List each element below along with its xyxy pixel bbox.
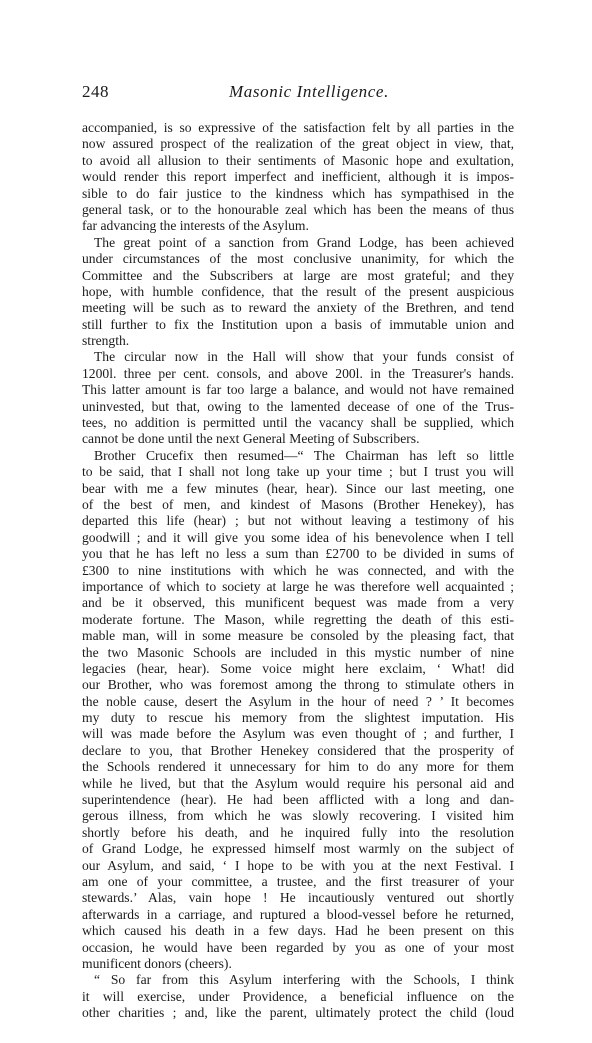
text-line: while he lived, but that the Asylum would require his personal aid and (82, 775, 514, 791)
text-line: The great point of a sanction from Grand Lodge, has been achieved (94, 234, 514, 250)
text-line: The circular now in the Hall will show that your funds consist of (94, 349, 514, 365)
text-line: goodwill ; and it will give you some idea of his benevolence when I tell (82, 529, 514, 545)
text-line: now assured prospect of the realization of the great object in view, that, (82, 136, 514, 152)
text-line: am one of your committee, a trustee, and the first treasurer of your (82, 873, 514, 889)
text-line: gerous illness, from which he was slowly recovering. I visited him (82, 808, 514, 824)
text-line: occasion, he would have been regarded by you as one of your most (82, 939, 514, 955)
text-line: This latter amount is far too large a balance, and would not have remained (82, 382, 514, 398)
text-line: Brother Crucefix then resumed—“ The Chairman has left so little (94, 447, 514, 463)
text-line: to avoid all allusion to their sentiments of Masonic hope and exultation, (82, 152, 514, 168)
text-line: and be it observed, this munificent bequest was made from a very (82, 595, 514, 611)
text-line: cannot be done until the next General Meeting of Subscribers. (82, 431, 420, 447)
text-line: importance of which to society at large he was therefore well acquainted ; (82, 578, 514, 594)
text-line: mable man, will in some measure be consoled by the pleasing fact, that (82, 628, 514, 644)
body-text (82, 120, 514, 1021)
text-line: sible to do fair justice to the kindness which has sympathised in the (82, 185, 514, 201)
text-line: legacies (hear, hear). Some voice might here exclaim, ‘ What! did (82, 660, 514, 676)
text-line: to be said, that I shall not long take up your time ; but I trust you will (82, 464, 514, 480)
text-line: hope, with humble confidence, that the result of the present auspicious (82, 283, 514, 299)
text-line: “ So far from this Asylum interfering with the Schools, I think (94, 972, 514, 988)
text-line: £300 to nine institutions with which he was connected, and with the (82, 562, 514, 578)
text-line: 1200l. three per cent. consols, and above 200l. in the Treasurer's hands. (82, 365, 514, 381)
text-line: the noble cause, desert the Asylum in the hour of need ? ’ It becomes (82, 693, 514, 709)
text-line: of Grand Lodge, he expressed himself most warmly on the subject of (82, 841, 514, 857)
text-line: uninvested, but that, owing to the lamented decease of one of the Trus- (82, 398, 514, 414)
text-line: munificent donors (cheers). (82, 955, 232, 971)
text-line: stewards.’ Alas, vain hope ! He incautiously ventured out shortly (82, 890, 514, 906)
text-line: moderate fortune. The Mason, while regretting the death of this esti- (82, 611, 514, 627)
page-number: 248 (82, 82, 109, 101)
text-line: would render this report imperfect and inefficient, although it is impos- (82, 169, 514, 185)
text-line: our Brother, who was foremost among the throng to stimulate others in (82, 677, 514, 693)
text-line: bear with me a few minutes (hear, hear). Since our last meeting, one (82, 480, 514, 496)
text-line: shortly before his death, and he inquired fully into the resolution (82, 824, 514, 840)
text-line: which caused his death in a few days. Had he been present on this (82, 923, 514, 939)
text-line: of the best of men, and kindest of Masons (Brother Henekey), has (82, 496, 514, 512)
text-line: superintendence (hear). He had been afflicted with a long and dan- (82, 792, 514, 808)
text-line: our Asylum, and said, ‘ I hope to be with you at the next Festival. I (82, 857, 514, 873)
text-line: general task, or to the honourable zeal which has been the means of thus (82, 201, 514, 217)
page-header (82, 82, 514, 106)
text-line: afterwards in a carriage, and ruptured a blood-vessel before he returned, (82, 906, 514, 922)
text-line: tees, no addition is permitted until the vacancy shall be supplied, which (82, 415, 514, 431)
text-line: it will exercise, under Providence, a beneficial influence on the (82, 988, 514, 1004)
text-line: you that he has left no less a sum than £2700 to be divided in sums of (82, 546, 514, 562)
text-line: my duty to rescue his memory from the slightest imputation. His (82, 710, 514, 726)
text-line: the Schools rendered it unnecessary for him to do any more for them (82, 759, 514, 775)
text-line: meeting will be such as to reward the anxiety of the Brethren, and tend (82, 300, 514, 316)
running-title: Masonic Intelligence. (229, 82, 389, 101)
text-line: the two Masonic Schools are included in this mystic number of nine (82, 644, 514, 660)
text-line: far advancing the interests of the Asylum. (82, 218, 309, 234)
text-line: Committee and the Subscribers at large are most grateful; and they (82, 267, 514, 283)
text-line: strength. (82, 333, 130, 349)
text-line: other charities ; and, like the parent, ultimately protect the child (loud (82, 1005, 514, 1021)
text-line: will was made before the Asylum was even thought of ; and further, I (82, 726, 514, 742)
text-line: departed this life (hear) ; but not without leaving a testimony of his (82, 513, 514, 529)
text-line: under circumstances of the most conclusive unanimity, for which the (82, 251, 514, 267)
text-line: accompanied, is so expressive of the satisfaction felt by all parties in the (82, 120, 514, 135)
text-line: declare to you, that Brother Henekey considered that the prosperity of (82, 742, 514, 758)
text-line: still further to fix the Institution upon a basis of immutable union and (82, 316, 514, 332)
